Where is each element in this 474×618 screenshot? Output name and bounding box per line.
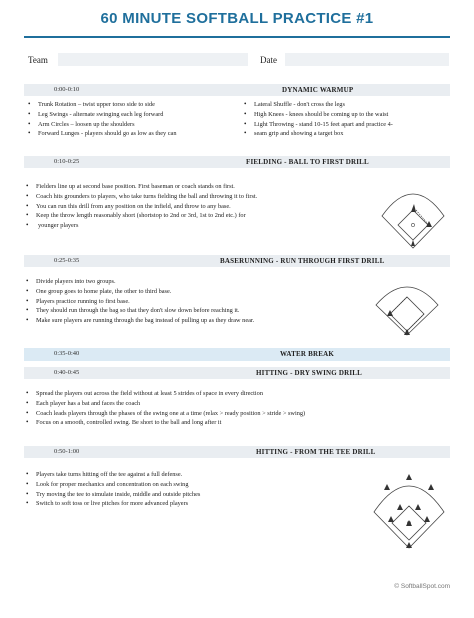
list-item: • High Knees - knees should be coming up to the waist bbox=[242, 110, 393, 120]
list-item: • You can run this drill from any position on the infield, and throw to any base. bbox=[24, 202, 257, 212]
section-header bbox=[24, 367, 450, 379]
baserunning-diagram-icon bbox=[372, 269, 442, 339]
list-item: • Fielders line up at second base position. First baseman or coach stands on first. bbox=[24, 182, 257, 192]
section-name: FIELDING - BALL TO FIRST DRILL bbox=[246, 158, 369, 166]
team-field[interactable] bbox=[58, 53, 248, 66]
section-name: DYNAMIC WARMUP bbox=[282, 86, 354, 94]
section-name: WATER BREAK bbox=[280, 350, 334, 358]
list-item: • Leg Swings - alternate swinging each leg forward bbox=[26, 110, 177, 120]
section-header bbox=[24, 255, 450, 267]
warmup-right-list bbox=[242, 100, 393, 139]
list-item: • Focus on a smooth, controlled swing. Be short to the ball and long after it bbox=[24, 418, 305, 428]
section-time: 0:40-0:45 bbox=[54, 369, 80, 376]
list-item: • Coach hits grounders to players, who take turns fielding the ball and throwing it to first. bbox=[24, 192, 257, 202]
list-item: • Lateral Shuffle - don't cross the legs bbox=[242, 100, 393, 110]
copyright-footer: © SoftballSpot.com bbox=[394, 583, 450, 590]
section-time: 0:50-1:00 bbox=[54, 448, 80, 455]
list-item: • Spread the players out across the field without at least 5 strides of space in every direction bbox=[24, 389, 305, 399]
team-label: Team bbox=[28, 55, 48, 65]
list-item: • Try moving the tee to simulate inside, middle and outside pitches bbox=[24, 490, 200, 500]
section-name: HITTING - DRY SWING DRILL bbox=[256, 369, 363, 377]
list-item: • Switch to soft toss or live pitches for more advanced players bbox=[24, 499, 200, 509]
list-item: • Players practice running to first base. bbox=[24, 297, 254, 307]
baserunning-list bbox=[24, 277, 254, 326]
section-name: HITTING - FROM THE TEE DRILL bbox=[256, 448, 376, 456]
list-item: • Make sure players are running through the bag instead of pulling up as they draw near. bbox=[24, 316, 254, 326]
field-diagram-icon bbox=[378, 170, 448, 252]
list-item: • Arm Circles – loosen up the shoulders bbox=[26, 120, 177, 130]
list-item: • Coach leads players through the phases of the swing one at a time (relax > ready position > stride > swing) bbox=[24, 409, 305, 419]
list-item: • Divide players into two groups. bbox=[24, 277, 254, 287]
section-time: 0:10-0:25 bbox=[54, 158, 80, 165]
date-label: Date bbox=[260, 55, 277, 65]
title-divider bbox=[24, 36, 450, 38]
list-item: • Keep the throw length reasonably short (shortstop to 2nd or 3rd, 1st to 2nd etc.) for bbox=[24, 211, 257, 221]
section-time: 0:35-0:40 bbox=[54, 350, 80, 357]
page-title: 60 MINUTE SOFTBALL PRACTICE #1 bbox=[100, 10, 374, 27]
list-item: • younger players bbox=[24, 221, 257, 231]
list-item: • Players take turns hitting off the tee against a full defense. bbox=[24, 470, 200, 480]
list-item: • Look for proper mechanics and concentration on each swing bbox=[24, 480, 200, 490]
list-item: • One group goes to home plate, the other to third base. bbox=[24, 287, 254, 297]
section-header bbox=[24, 156, 450, 168]
list-item: • Light Throwing - stand 10-15 feet apart and practice 4- bbox=[242, 120, 393, 130]
section-time: 0:00-0:10 bbox=[54, 86, 80, 93]
section-name: BASERUNNING - RUN THROUGH FIRST DRILL bbox=[220, 257, 385, 265]
list-item: • Trunk Rotation – twist upper torso side to side bbox=[26, 100, 177, 110]
warmup-left-list bbox=[26, 100, 177, 139]
tee-drill-list bbox=[24, 470, 200, 509]
date-field[interactable] bbox=[285, 53, 449, 66]
section-header bbox=[24, 446, 450, 458]
section-time: 0:25-0:35 bbox=[54, 257, 80, 264]
section-header bbox=[24, 348, 450, 361]
defense-diagram-icon bbox=[370, 460, 448, 552]
list-item: • Each player has a bat and faces the coach bbox=[24, 399, 305, 409]
fielding-list bbox=[24, 182, 257, 231]
list-item: • Forward Lunges - players should go as low as they can bbox=[26, 129, 177, 139]
list-item: • They should run through the bag so that they don't slow down before reaching it. bbox=[24, 306, 254, 316]
dry-swing-list bbox=[24, 389, 305, 428]
list-item: • seam grip and showing a target box bbox=[242, 129, 393, 139]
section-header bbox=[24, 84, 450, 96]
